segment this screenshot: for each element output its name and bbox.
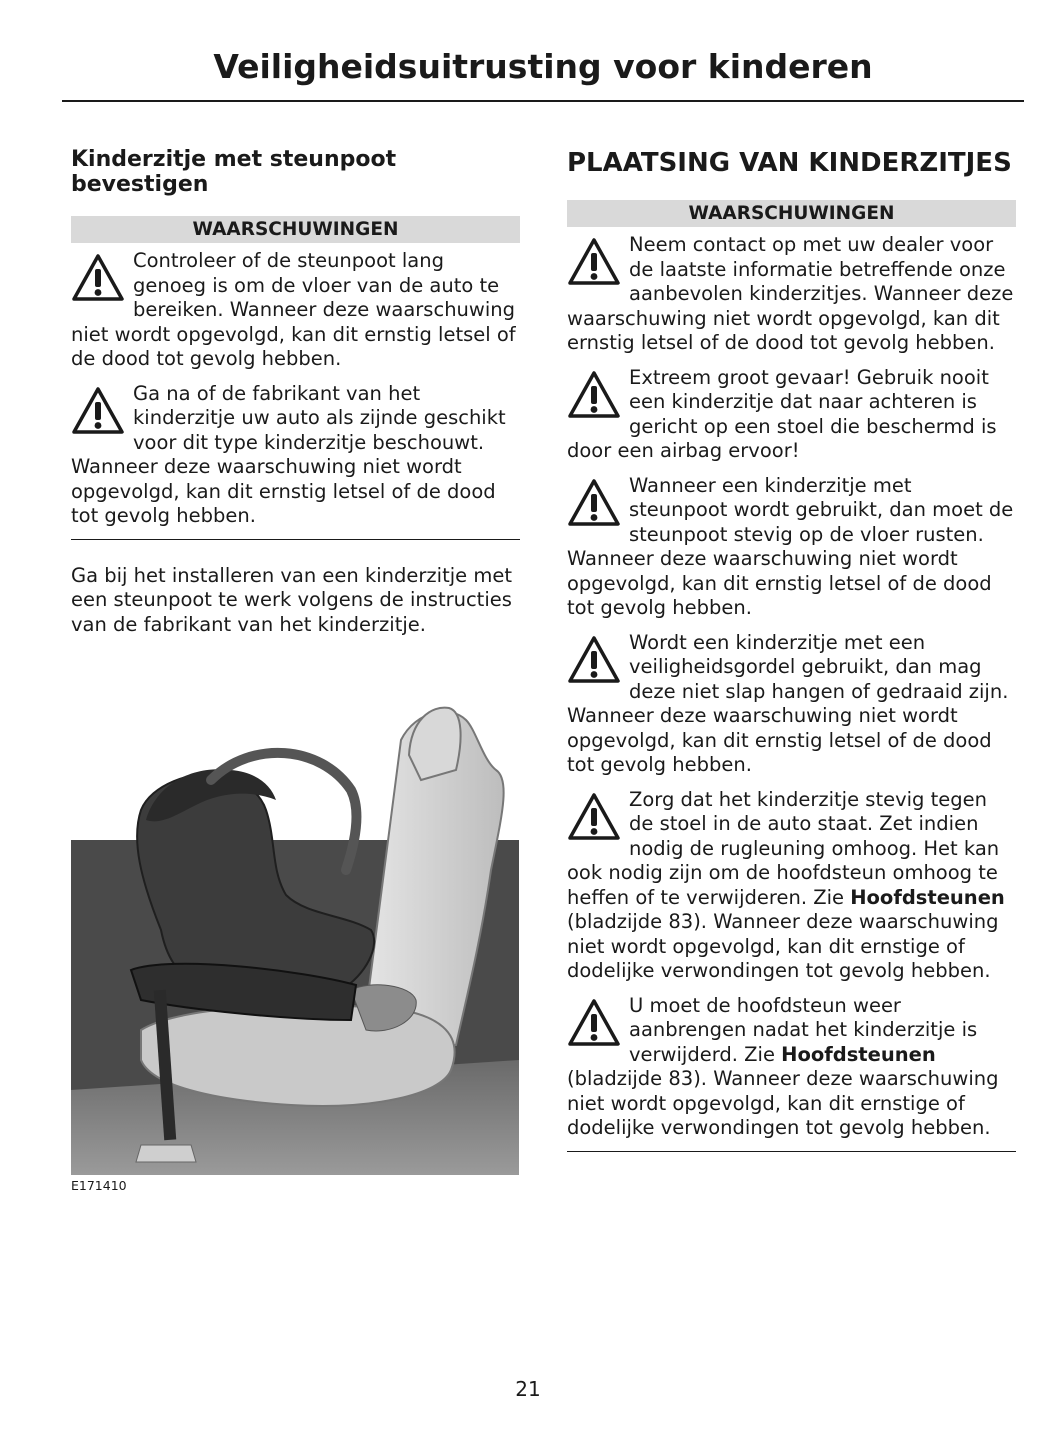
warning-text: (bladzijde 83). Wanneer deze waarschuwing niet wordt opgevolgd, kan dit ernstige of dodelijke verwondingen tot gevolg hebben.	[567, 1067, 999, 1139]
warning-triangle-icon	[567, 370, 621, 420]
warning-text: (bladzijde 83). Wanneer deze waarschuwing niet wordt opgevolgd, kan dit ernstige of dodelijke verwondingen tot gevolg hebben.	[567, 910, 999, 982]
warning-item	[567, 631, 1016, 778]
left-column	[71, 147, 520, 637]
warning-text: Wanneer een kinderzitje met steunpoot wordt gebruikt, dan moet de steunpoot stevig op de vloer rusten. Wanneer deze waarschuwing niet wordt opgevolgd, kan dit ernstig letsel of de dood tot gevolg hebben.	[567, 473, 1014, 619]
warning-text: Ga na of de fabrikant van het kinderzitje uw auto als zijnde geschikt voor dit type kinderzitje beschouwt. Wanneer deze waarschuwing niet wordt opgevolgd, kan dit ernstig letsel of de dood tot gevolg hebben.	[71, 381, 506, 527]
warning-triangle-icon	[71, 253, 125, 303]
warning-text: Controleer of de steunpoot lang genoeg is om de vloer van de auto te bereiken. Wanneer deze waarschuwing niet wordt opgevolgd, kan dit ernstig letsel of de dood tot gevolg hebben.	[71, 249, 516, 370]
page-title: Veiligheidsuitrusting voor kinderen	[62, 44, 1024, 102]
warning-text: U moet de hoofdsteun weer aanbrengen nadat het kinderzitje is verwijderd. Zie	[629, 993, 978, 1066]
warning-item	[71, 382, 520, 529]
child-seat-illustration	[71, 700, 519, 1175]
warnings-heading: WAARSCHUWINGEN	[71, 216, 520, 243]
link-hoofdsteunen[interactable]: Hoofdsteunen	[781, 1042, 936, 1066]
warning-item	[71, 249, 520, 372]
install-paragraph: Ga bij het installeren van een kinderzitje met een steunpoot te werk volgens de instructies van de fabrikant van het kinderzitje.	[71, 563, 512, 636]
warning-text: Extreem groot gevaar! Gebruik nooit een kinderzitje dat naar achteren is gericht op een stoel die beschermd is door een airbag ervoor!	[567, 365, 997, 462]
divider	[567, 1151, 1016, 1152]
warning-triangle-icon	[567, 478, 621, 528]
warning-text: Neem contact op met uw dealer voor de laatste informatie betreffende onze aanbevolen kinderzitjes. Wanneer deze waarschuwing niet wordt opgevolgd, kan dit ernstig letsel of de dood tot gevolg hebben.	[567, 233, 1014, 354]
warning-item	[567, 994, 1016, 1141]
warning-item	[567, 788, 1016, 984]
warning-text: Zorg dat het kinderzitje stevig tegen de stoel in de auto staat. Zet indien nodig de rugleuning omhoog. Het kan ook nodig zijn om de hoofdsteun omhoog te heffen of te verwijderen. Zie	[567, 787, 1000, 909]
warning-triangle-icon	[71, 386, 125, 436]
warning-item	[567, 233, 1016, 356]
warning-triangle-icon	[567, 998, 621, 1048]
warning-item	[567, 366, 1016, 464]
warning-item	[567, 474, 1016, 621]
right-column	[567, 147, 1016, 1152]
warnings-heading: WAARSCHUWINGEN	[567, 200, 1016, 227]
link-hoofdsteunen[interactable]: Hoofdsteunen	[850, 885, 1005, 909]
section-title-plaatsing: PLAATSING VAN KINDERZITJES	[567, 148, 1012, 178]
divider	[71, 539, 520, 540]
warning-triangle-icon	[567, 237, 621, 287]
warning-triangle-icon	[567, 792, 621, 842]
page-number: 21	[515, 1377, 541, 1401]
warning-triangle-icon	[567, 635, 621, 685]
warning-text: Wordt een kinderzitje met een veiligheidsgordel gebruikt, dan mag deze niet slap hangen of gedraaid zijn. Wanneer deze waarschuwing niet wordt opgevolgd, kan dit ernstig letsel of de dood tot gevolg hebben.	[567, 630, 1009, 776]
figure-id: E171410	[71, 1178, 127, 1193]
section-title-steunpoot: Kinderzitje met steunpoot bevestigen	[71, 147, 397, 197]
